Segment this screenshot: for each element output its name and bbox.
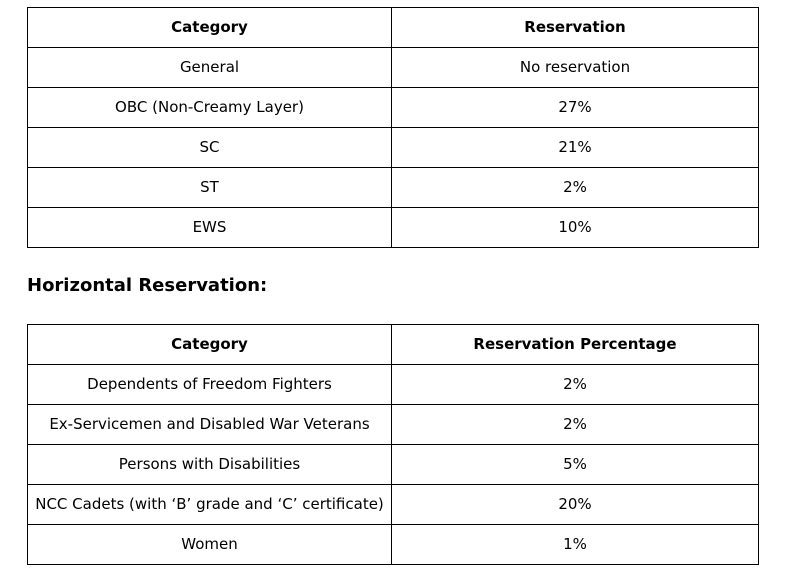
table-row	[28, 405, 759, 445]
table-header-row	[28, 8, 759, 48]
category-cell: EWS	[28, 208, 392, 248]
category-cell: ST	[28, 168, 392, 208]
table-row	[28, 445, 759, 485]
table-row	[28, 128, 759, 168]
column-header-category: Category	[28, 8, 392, 48]
percentage-cell: 5%	[392, 445, 759, 485]
table-row	[28, 48, 759, 88]
horizontal-reservation-heading: Horizontal Reservation:	[27, 275, 268, 296]
category-cell: Persons with Disabilities	[28, 445, 392, 485]
category-cell: General	[28, 48, 392, 88]
vertical-reservation-table	[27, 7, 759, 248]
reservation-cell: 2%	[392, 168, 759, 208]
category-cell: SC	[28, 128, 392, 168]
table-row	[28, 525, 759, 565]
table-row	[28, 168, 759, 208]
reservation-cell: No reservation	[392, 48, 759, 88]
reservation-cell: 21%	[392, 128, 759, 168]
horizontal-reservation-table	[27, 324, 759, 565]
percentage-cell: 20%	[392, 485, 759, 525]
category-cell: NCC Cadets (with ‘B’ grade and ‘C’ certificate)	[28, 485, 392, 525]
percentage-cell: 2%	[392, 365, 759, 405]
table-row	[28, 208, 759, 248]
category-cell: Ex-Servicemen and Disabled War Veterans	[28, 405, 392, 445]
category-cell: Dependents of Freedom Fighters	[28, 365, 392, 405]
table-header-row	[28, 325, 759, 365]
column-header-reservation-percentage: Reservation Percentage	[392, 325, 759, 365]
percentage-cell: 2%	[392, 405, 759, 445]
reservation-cell: 10%	[392, 208, 759, 248]
table-row	[28, 365, 759, 405]
table-row	[28, 485, 759, 525]
percentage-cell: 1%	[392, 525, 759, 565]
category-cell: Women	[28, 525, 392, 565]
column-header-reservation: Reservation	[392, 8, 759, 48]
category-cell: OBC (Non-Creamy Layer)	[28, 88, 392, 128]
table-row	[28, 88, 759, 128]
column-header-category: Category	[28, 325, 392, 365]
reservation-cell: 27%	[392, 88, 759, 128]
